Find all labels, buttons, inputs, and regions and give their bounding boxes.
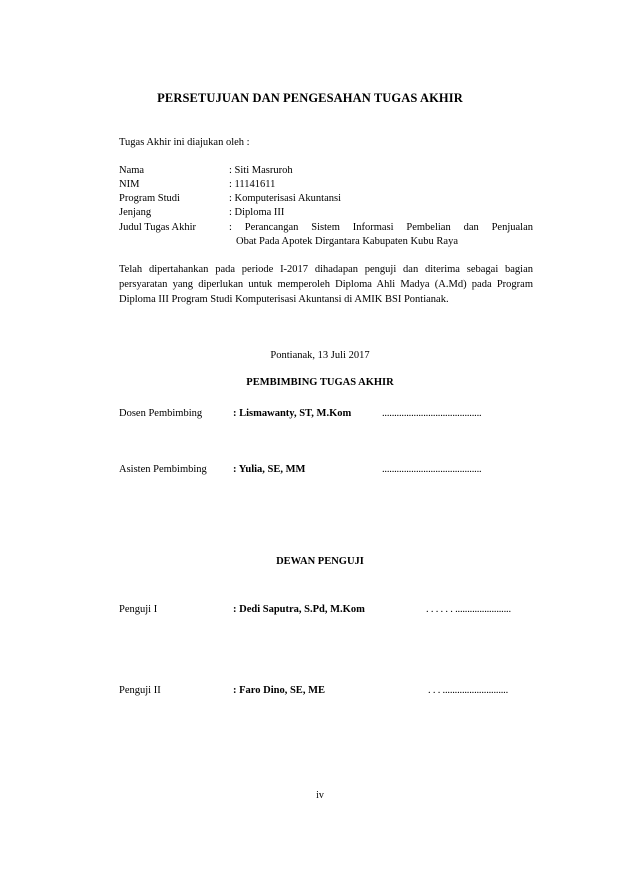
supervisor-signature-line-1: ......................................... (382, 408, 482, 419)
examiner-heading: DEWAN PENGUJI (276, 556, 364, 567)
field-value-name: : Siti Masruroh (229, 165, 293, 176)
field-value-thesis-title: : Perancangan Sistem Informasi Pembelian dan Penjualan (229, 222, 533, 233)
examiner-role-2: Penguji II (119, 685, 161, 696)
statement-paragraph: Telah dipertahankan pada periode I-2017 dihadapan penguji dan diterima sebagai bagian persyaratan yang diperlukan untuk memperoleh Diploma Ahli Madya (A.Md) pada Program Diploma III Program Studi Komputerisasi Akuntansi di AMIK BSI Pontianak. (119, 264, 533, 305)
field-label-nim: NIM (119, 179, 140, 190)
field-value-level: : Diploma III (229, 207, 285, 218)
field-label-thesis-title: Judul Tugas Akhir (119, 222, 197, 233)
examiner-name-2: : Faro Dino, SE, ME (233, 685, 325, 696)
examiner-name-1: : Dedi Saputra, S.Pd, M.Kom (233, 604, 365, 615)
page-number: iv (316, 790, 324, 801)
examiner-signature-line-1: . . . . . . ....................... (426, 604, 511, 615)
supervisor-role-1: Dosen Pembimbing (119, 408, 203, 419)
examiner-signature-line-2: . . . ........................... (428, 685, 509, 696)
supervisor-role-2: Asisten Pembimbing (119, 464, 207, 475)
examiner-role-1: Penguji I (119, 604, 158, 615)
document-title: PERSETUJUAN DAN PENGESAHAN TUGAS AKHIR (157, 91, 463, 105)
supervisor-name-1: : Lismawanty, ST, M.Kom (233, 408, 352, 419)
field-label-name: Nama (119, 165, 145, 176)
field-value-nim: : 11141611 (229, 179, 276, 190)
supervisor-signature-line-2: ......................................... (382, 464, 482, 475)
supervisor-heading: PEMBIMBING TUGAS AKHIR (246, 377, 394, 388)
place-date: Pontianak, 13 Juli 2017 (270, 350, 370, 361)
field-label-program: Program Studi (119, 193, 180, 204)
intro-text: Tugas Akhir ini diajukan oleh : (119, 137, 250, 148)
field-value-program: : Komputerisasi Akuntansi (229, 193, 341, 204)
field-value-thesis-title-line2: Obat Pada Apotek Dirgantara Kabupaten Kubu Raya (236, 236, 458, 247)
supervisor-name-2: : Yulia, SE, MM (233, 464, 306, 475)
field-label-level: Jenjang (119, 207, 152, 218)
